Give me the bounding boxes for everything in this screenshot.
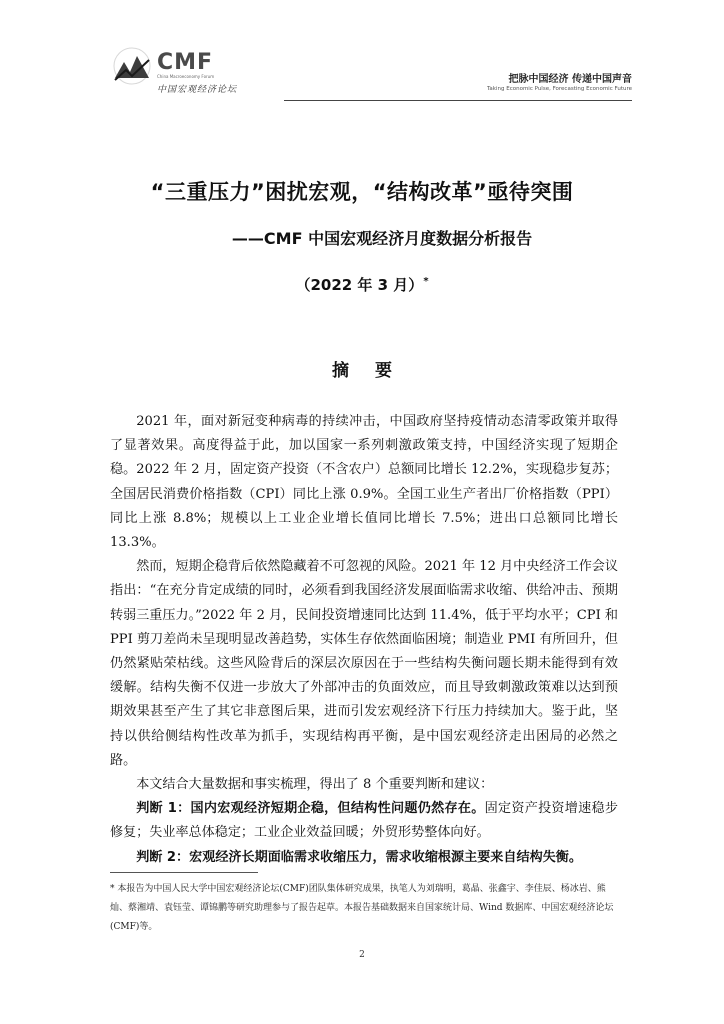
document-subtitle: ——CMF 中国宏观经济月度数据分析报告: [231, 229, 533, 248]
date-text: （2022 年 3 月）: [295, 276, 424, 294]
footnote-divider: [110, 872, 258, 873]
mountain-chart-icon: [112, 46, 152, 86]
header-slogan-en: Taking Economic Pulse, Forecasting Economic Future: [486, 86, 632, 92]
logo-subtext-en: China Macroeconomy Forum: [157, 74, 215, 79]
page-number: 2: [359, 950, 365, 960]
document-date: [0, 274, 724, 295]
header-divider: [284, 100, 632, 101]
document-title: “三重压力”困扰宏观，“结构改革”亟待突围: [150, 180, 574, 204]
logo-text: CMF: [157, 50, 214, 75]
abstract-heading: 摘 要: [332, 361, 402, 381]
judgment-paragraph: [110, 846, 618, 870]
logo-subtext-cn: 中国宏观经济论坛: [157, 85, 238, 95]
header-slogan-cn: 把脉中国经济 传递中国声音: [508, 74, 632, 85]
cmf-logo: [112, 40, 262, 100]
judgment-label: 判断 2：宏观经济长期面临需求收缩压力，需求收缩根源主要来自结构失衡。: [136, 849, 582, 865]
abstract-body: [110, 410, 618, 870]
paragraph: 2021 年，面对新冠变种病毒的持续冲击，中国政府坚持疫情动态清零政策并取得了显著效果。高度得益于此，加以国家一系列刺激政策支持，中国经济实现了短期企稳。2022 年 2 月，固定资产投资（不含农户）总额同比增长 12.2%，实现稳步复苏；全国居民消费价格指数（CPI）同比上涨 0.9%。全国工业生产者出厂价格指数（PPI）同比上涨 8.8%；规模以上工业企业增长值同比增长 7.5%；进出口总额同比增长 13.3%。: [110, 414, 618, 551]
paragraph: 然而，短期企稳背后依然隐藏着不可忽视的风险。2021 年 12 月中央经济工作会议指出：“在充分肯定成绩的同时，必须看到我国经济发展面临需求收缩、供给冲击、预期转弱三重压力。”2022 年 2 月，民间投资增速同比达到 11.4%，低于平均水平；CPI 和 PPI 剪刀差尚未呈现明显改善趋势，实体生存依然面临困境；制造业 PMI 有所回升，但仍然紧贴荣枯线。这些风险背后的深层次原因在于一些结构失衡问题长期未能得到有效缓解。结构失衡不仅进一步放大了外部冲击的负面效应，而且导致刺激政策难以达到预期效果甚至产生了其它非意图后果，进而引发宏观经济下行压力持续加大。鉴于此，坚持以供给侧结构性改革为抓手，实现结构再平衡，是中国宏观经济走出困局的必然之路。: [110, 559, 618, 768]
date-footnote-mark: *: [423, 276, 429, 287]
judgment-text: 固定资产投资增速稳步修复；失业率总体稳定；工业企业效益回暖；外贸形势整体向好。: [110, 801, 618, 841]
page-header: [112, 40, 632, 102]
judgment-label: 判断 1：国内宏观经济短期企稳，但结构性问题仍然存在。: [136, 801, 485, 817]
judgment-paragraph: [110, 797, 618, 845]
paragraph: 本文结合大量数据和事实梳理，得出了 8 个重要判断和建议：: [136, 777, 494, 793]
footnote: * 本报告为中国人民大学中国宏观经济论坛(CMF)团队集体研究成果，执笔人为刘瑞明，葛晶、张鑫宇、李佳辰、杨冰岩、熊灿、蔡湘靖、袁钰莹、谭锦鹏等研究助理参与了报告起草。本报告基础数据来自国家统计局、Wind 数据库、中国宏观经济论坛(CMF)等。: [110, 884, 614, 932]
